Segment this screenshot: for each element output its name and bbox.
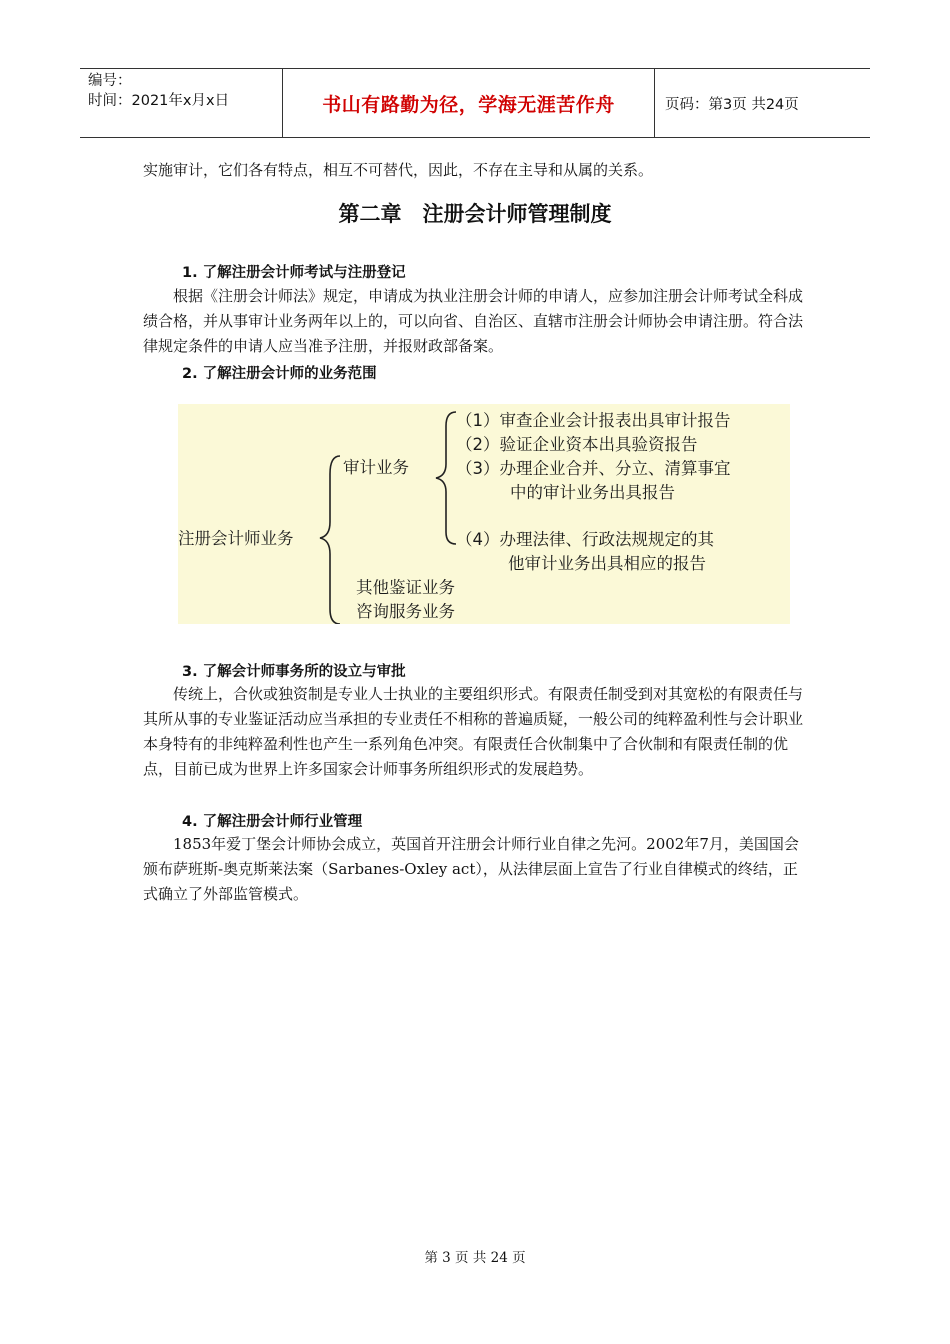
section-heading-2: 2. 了解注册会计师的业务范围: [182, 366, 377, 382]
document-number: 编号：: [88, 73, 132, 89]
diagram-audit-label: 审计业务: [343, 458, 409, 477]
section-heading-1: 1. 了解注册会计师考试与注册登记: [182, 265, 406, 281]
diagram-root-label: 注册会计师业务: [178, 529, 294, 548]
page-footer: 第 3 页 共 24 页: [424, 1250, 526, 1266]
header-meta: [80, 69, 282, 137]
diagram-audit-item-2: （2）验证企业资本出具验资报告: [456, 435, 698, 454]
section-body-4: 1853年爱丁堡会计师协会成立，英国首开注册会计师行业自律之先河。2002年7月，美国国会颁布萨班斯-奥克斯莱法案（Sarbanes-Oxley act），从法律层面上宣告了行业自律模式的终结，正式确立了外部监管模式。: [143, 835, 799, 903]
diagram-audit-item-4-cont: 他审计业务出具相应的报告: [508, 554, 706, 573]
header-motto: 书山有路勤为径，学海无涯苦作舟: [282, 69, 655, 137]
document-header: [80, 68, 870, 138]
audit-brace: [436, 412, 456, 544]
section-body-1: 根据《注册会计师法》规定，申请成为执业注册会计师的申请人，应参加注册会计师考试全科成绩合格，并从事审计业务两年以上的，可以向省、自治区、直辖市注册会计师协会申请注册。符合法律规定条件的申请人应当准予注册，并报财政部备案。: [143, 287, 804, 355]
intro-paragraph: 实施审计，它们各有特点，相互不可替代，因此，不存在主导和从属的关系。: [143, 161, 654, 179]
diagram-consulting: 咨询服务业务: [356, 602, 455, 621]
section-body-3: 传统上，合伙或独资制是专业人士执业的主要组织形式。有限责任制受到对其宽松的有限责任与其所从事的专业鉴证活动应当承担的专业责任不相称的普遍质疑，一般公司的纯粹盈利性与会计职业本身特有的非纯粹盈利性也产生一系列角色冲突。有限责任合伙制集中了合伙制和有限责任制的优点，目前已成为世界上许多国家会计师事务所组织形式的发展趋势。: [143, 685, 804, 778]
diagram-audit-item-1: （1）审查企业会计报表出具审计报告: [456, 411, 731, 430]
diagram-other-assurance: 其他鉴证业务: [356, 578, 455, 597]
business-scope-diagram: [178, 404, 790, 624]
diagram-audit-item-3: （3）办理企业合并、分立、清算事宜: [456, 459, 731, 478]
section-heading-4: 4. 了解注册会计师行业管理: [182, 814, 363, 830]
diagram-audit-item-4: （4）办理法律、行政法规规定的其: [456, 530, 714, 549]
diagram-audit-item-3-cont: 中的审计业务出具报告: [510, 483, 675, 502]
section-heading-3: 3. 了解会计师事务所的设立与审批: [182, 664, 406, 680]
root-brace: [320, 456, 340, 624]
header-page-number: 页码：第3页 共24页: [665, 96, 799, 113]
chapter-title: 第二章 注册会计师管理制度: [338, 202, 612, 226]
document-date: 时间：2021年x月x日: [88, 93, 230, 109]
